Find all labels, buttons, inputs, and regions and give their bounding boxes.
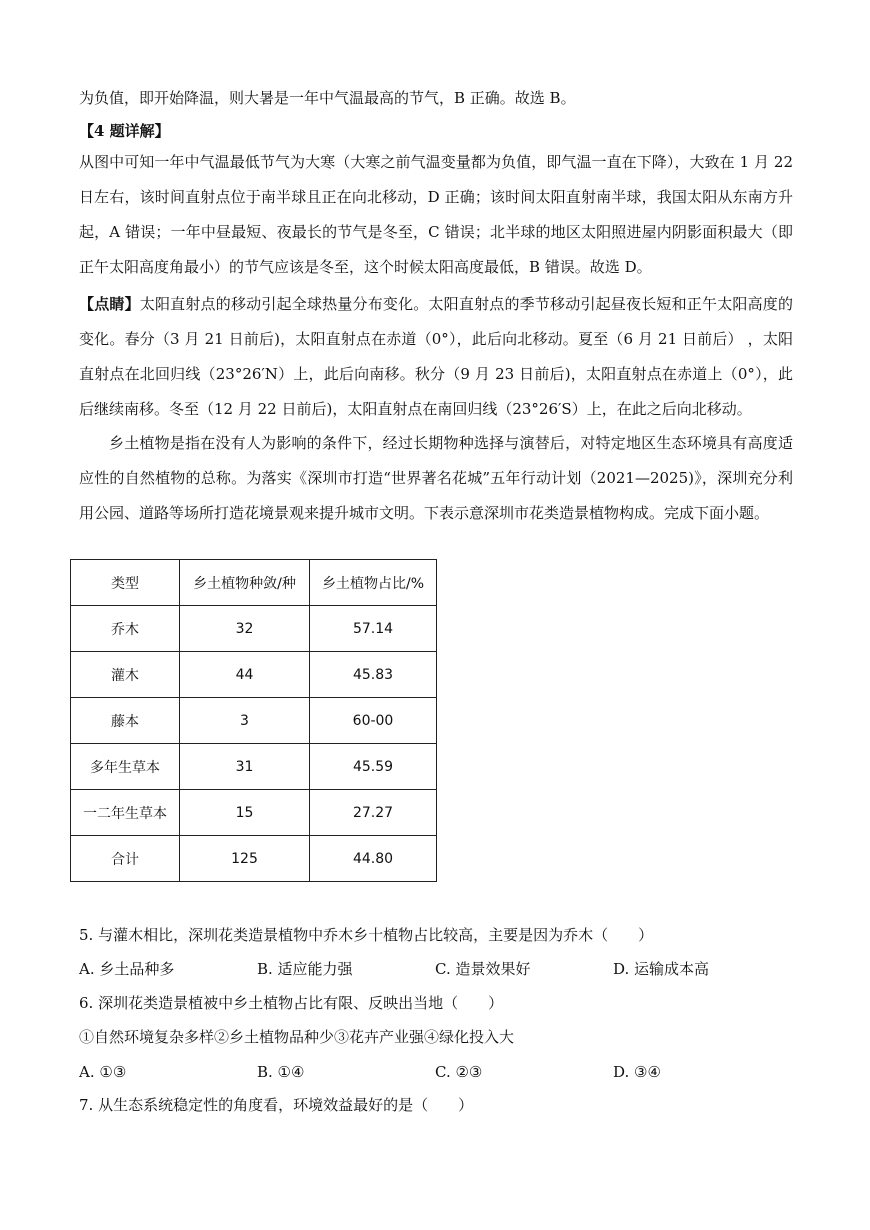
column-header: 类型	[71, 560, 180, 606]
option-d[interactable]: D. ③④	[613, 1063, 661, 1081]
table-cell: 45.59	[310, 744, 437, 790]
column-header: 乡土植物种敛/种	[180, 560, 310, 606]
table-row	[71, 698, 437, 744]
table-cell: 15	[180, 790, 310, 836]
option-a[interactable]: A. 乡土品种多	[79, 960, 175, 978]
reading-passage: 乡土植物是指在没有人为影响的条件下，经过长期物种选择与演替后，对特定地区生态环境具有高度适应性的自然植物的总称。为落实《深圳市打造“世界著名花城”五年行动计划（2021—2025)》，深圳充分利用公园、道路等场所打造花境景观来提升城市文明。下表示意深圳市花类造景植物构成。完成下面小题。	[79, 434, 793, 522]
table-cell: 45.83	[310, 652, 437, 698]
plant-composition-table	[70, 559, 437, 882]
table-header-row	[71, 560, 437, 606]
option-c[interactable]: C. 造景效果好	[435, 960, 531, 978]
option-b[interactable]: B. 适应能力强	[257, 960, 353, 978]
table-cell: 44	[180, 652, 310, 698]
table-cell: 3	[180, 698, 310, 744]
table-row	[71, 790, 437, 836]
option-b[interactable]: B. ①④	[257, 1063, 305, 1081]
table-row	[71, 652, 437, 698]
table-cell: 60-00	[310, 698, 437, 744]
table-cell: 多年生草本	[71, 744, 180, 790]
table-row	[71, 744, 437, 790]
table-cell: 灌木	[71, 652, 180, 698]
table-cell: 44.80	[310, 836, 437, 882]
table-cell: 藤本	[71, 698, 180, 744]
question-5-stem: 5. 与灌木相比，深圳花类造景植物中乔木乡十植物占比较高，主要是因为乔木（ ）	[79, 926, 654, 944]
table-cell: 一二年生草本	[71, 790, 180, 836]
table-cell: 125	[180, 836, 310, 882]
question-5-options	[79, 959, 709, 979]
table-cell: 32	[180, 606, 310, 652]
question-4-heading: 【4 题详解】	[79, 122, 170, 140]
table-cell: 57.14	[310, 606, 437, 652]
question-4-explanation: 从图中可知一年中气温最低节气为大寒（大寒之前气温变量都为负值，即气温一直在下降），大致在 1 月 22 日左右，该时间直射点位于南半球且正在向北移动，D 正确；该时间太阳直射南半球，我国太阳从东南方升起，A 错误；一年中昼最短、夜最长的节气是冬至，C 错误；北半球的地区太阳照进屋内阴影面积最大（即正午太阳高度角最小）的节气应该是冬至，这个时候太阳高度最低，B 错误。故选 D。	[79, 153, 793, 276]
option-c[interactable]: C. ②③	[435, 1063, 483, 1081]
option-d[interactable]: D. 运输成本高	[613, 960, 710, 978]
table-cell: 乔木	[71, 606, 180, 652]
table-row	[71, 606, 437, 652]
option-a[interactable]: A. ①③	[79, 1063, 127, 1081]
key-point-text: 太阳直射点的移动引起全球热量分布变化。太阳直射点的季节移动引起昼夜长短和正午太阳高度的变化。春分（3 月 21 日前后)，太阳直射点在赤道（0°），此后向北移动。夏至（6 月 21 日前后） ，太阳直射点在北回归线（23°26′N）上，此后向南移。秋分（9 月 23 日前后)，太阳直射点在赤道上（0°），此后继续南移。冬至（12 月 22 日前后)，太阳直射点在南回归线（23°26′S）上，在此之后向北移动。	[79, 295, 793, 418]
table-cell: 27.27	[310, 790, 437, 836]
question-6-statements: ①自然环境复杂多样②乡土植物品种少③花卉产业强④绿化投入大	[79, 1028, 515, 1046]
table-cell: 31	[180, 744, 310, 790]
column-header: 乡土植物占比/%	[310, 560, 437, 606]
question-6-options	[79, 1062, 661, 1082]
question-6-stem: 6. 深圳花类造景植被中乡土植物占比有限、反映出当地（ ）	[79, 994, 504, 1012]
key-point-block	[79, 287, 793, 427]
key-point-label: 【点睛】	[79, 295, 140, 313]
question-7-stem: 7. 从生态系统稳定性的角度看，环境效益最好的是（ ）	[79, 1096, 474, 1114]
previous-answer-tail: 为负值，即开始降温，则大暑是一年中气温最高的节气，B 正确。故选 B。	[79, 89, 576, 107]
table-cell: 合计	[71, 836, 180, 882]
table-row	[71, 836, 437, 882]
